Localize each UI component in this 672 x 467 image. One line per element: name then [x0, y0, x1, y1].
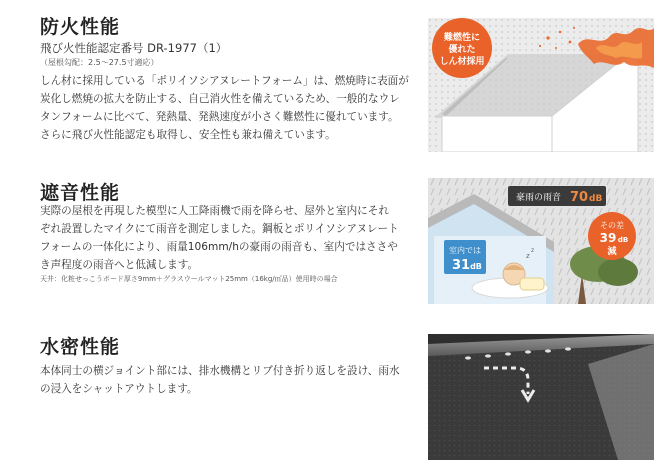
sound-footnote: 天井：化粧せっこうボード厚さ9mm＋グラスウールマット25mm（16kg/㎡品）使用時の場合	[40, 275, 338, 283]
noise-reduction-label: その差	[600, 221, 624, 230]
sound-description-line: 実際の屋根を再現した模型に人工降雨機で雨を降らせ、屋外と室内にそれ	[40, 205, 389, 217]
sound-description-line: き声程度の雨音へと低減します。	[40, 259, 199, 271]
noise-reduction-suffix: 減	[607, 247, 617, 257]
noise-reduction-unit: dB	[617, 236, 629, 244]
svg-text:z: z	[531, 247, 535, 254]
outdoor-noise-unit: dB	[589, 194, 603, 204]
noise-reduction-value: 39	[599, 231, 617, 245]
fire-badge-line-1: 難燃性に	[443, 33, 481, 43]
sound-section	[0, 160, 672, 310]
indoor-noise-value: 31	[451, 258, 471, 273]
fire-description-line: 炭化し燃焼の拡大を防止する、自己消火性を備えているため、一般的なウレ	[40, 93, 400, 105]
fire-description-line: しん材に採用している「ポリイソシアヌレートフォーム」は、燃焼時に表面が	[40, 75, 409, 87]
water-description	[40, 362, 400, 398]
svg-text:z: z	[526, 252, 530, 260]
fire-certification-number: 飛び火性能認定番号 DR-1977（1）	[40, 41, 228, 55]
outdoor-noise-value: 70	[570, 190, 589, 205]
water-section	[0, 320, 672, 467]
fire-badge-line-3: しん材採用	[439, 57, 485, 67]
water-description-line: の浸入をシャットアウトします。	[40, 383, 198, 395]
sound-description-line: フォームの一体化により、雨量106mm/hの豪雨の雨音も、室内ではささや	[40, 241, 398, 253]
fire-illustration	[428, 18, 654, 152]
fire-title: 防火性能	[40, 16, 121, 38]
sound-description-line: ぞれ設置したマイクにて雨音を測定しました。鋼板とポリイソシアヌレート	[40, 223, 399, 235]
water-illustration	[428, 334, 654, 460]
fire-description-line: タンフォームに比べて、発熱量、発熱速度が小さく難燃性に優れています。	[40, 111, 399, 123]
indoor-noise-unit: dB	[470, 262, 482, 271]
fire-section	[0, 0, 672, 160]
water-title: 水密性能	[40, 336, 121, 358]
fire-description-line: さらに飛び火性能認定も取得し、安全性も兼ね備えています。	[40, 129, 336, 141]
fire-description	[40, 72, 409, 144]
sound-title: 遮音性能	[40, 182, 121, 204]
sound-description	[40, 202, 400, 274]
water-description-line: 本体同士の横ジョイント部には、排水機構とリブ付き折り返しを設け、雨水	[40, 365, 400, 377]
indoor-noise-text: 室内では	[449, 246, 481, 255]
fire-badge-line-2: 優れた	[448, 45, 476, 55]
outdoor-noise-text: 豪雨の雨音	[516, 193, 562, 203]
sound-illustration	[428, 178, 654, 304]
fire-slope-note: （屋根勾配：2.5〜27.5寸適応）	[40, 58, 159, 67]
